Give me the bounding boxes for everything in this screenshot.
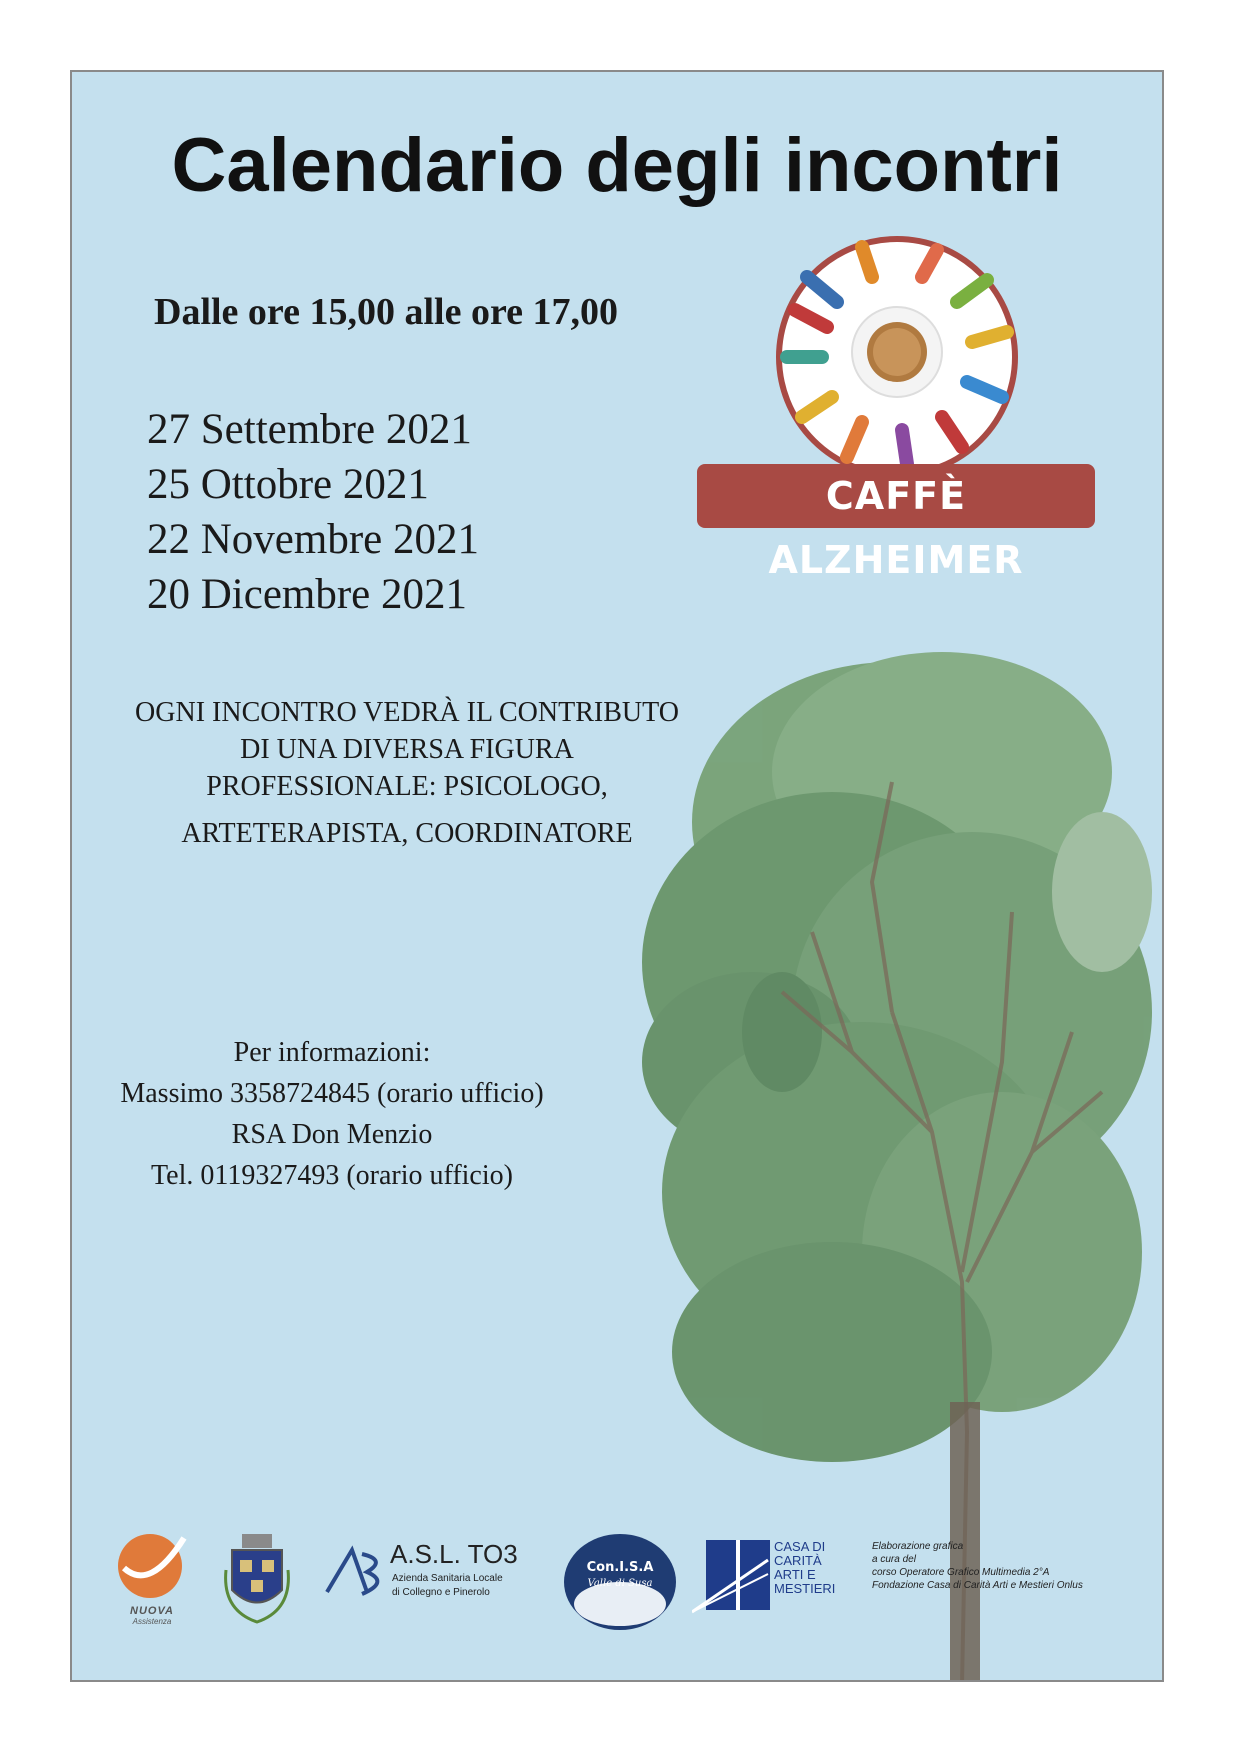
contacts-block: [82, 1032, 582, 1196]
contact-line: Per informazioni:: [233, 1037, 431, 1068]
date-item: 20 Dicembre 2021: [147, 571, 468, 618]
conisa-logo: Con.I.S.A Valle di Susa: [562, 1532, 678, 1632]
note-block: [97, 694, 717, 852]
asl-mark-icon: [322, 1542, 392, 1602]
contact-line: RSA Don Menzio: [231, 1119, 433, 1150]
swoosh-icon: [112, 1530, 192, 1600]
caffe-alzheimer-logo: [697, 232, 1147, 582]
municipality-crest: [222, 1530, 292, 1635]
date-item: 27 Settembre 2021: [147, 406, 472, 453]
note-line: OGNI INCONTRO VEDRÀ IL CONTRIBUTO: [135, 697, 679, 728]
credits-block: Elaborazione grafica a cura del corso Operatore Grafico Multimedia 2°A Fondazione Casa di Carità Arti e Mestieri Onlus: [872, 1541, 1083, 1591]
poster: [70, 70, 1164, 1682]
note-line: ARTETERAPISTA, COORDINATORE: [181, 818, 633, 849]
nuova-assistenza-logo: NUOVA Assistenza: [107, 1530, 197, 1626]
contact-line: Tel. 0119327493 (orario ufficio): [151, 1160, 513, 1191]
page-title: Calendario degli incontri: [171, 123, 1063, 208]
date-item: 22 Novembre 2021: [147, 516, 479, 563]
dates-list: [147, 402, 479, 622]
sponsors-footer: [72, 1522, 1162, 1652]
crest-icon: [222, 1530, 292, 1630]
casa-carita-mark-icon: [692, 1540, 772, 1614]
contact-line: Massimo 3358724845 (orario ufficio): [120, 1078, 544, 1109]
asl-to3-logo: A.S.L. TO3 Azienda Sanitaria Locale di Collegno e Pinerolo: [322, 1537, 522, 1607]
note-line: PROFESSIONALE: PSICOLOGO,: [206, 771, 608, 802]
date-item: 25 Ottobre 2021: [147, 461, 429, 508]
hours-text: Dalle ore 15,00 alle ore 17,00: [154, 291, 618, 333]
note-line: DI UNA DIVERSA FIGURA: [240, 734, 574, 765]
casa-carita-logo: CASA DI CARITÀ ARTI E MESTIERI: [692, 1540, 842, 1620]
logo-name: CAFFÈ ALZHEIMER: [768, 474, 1024, 582]
